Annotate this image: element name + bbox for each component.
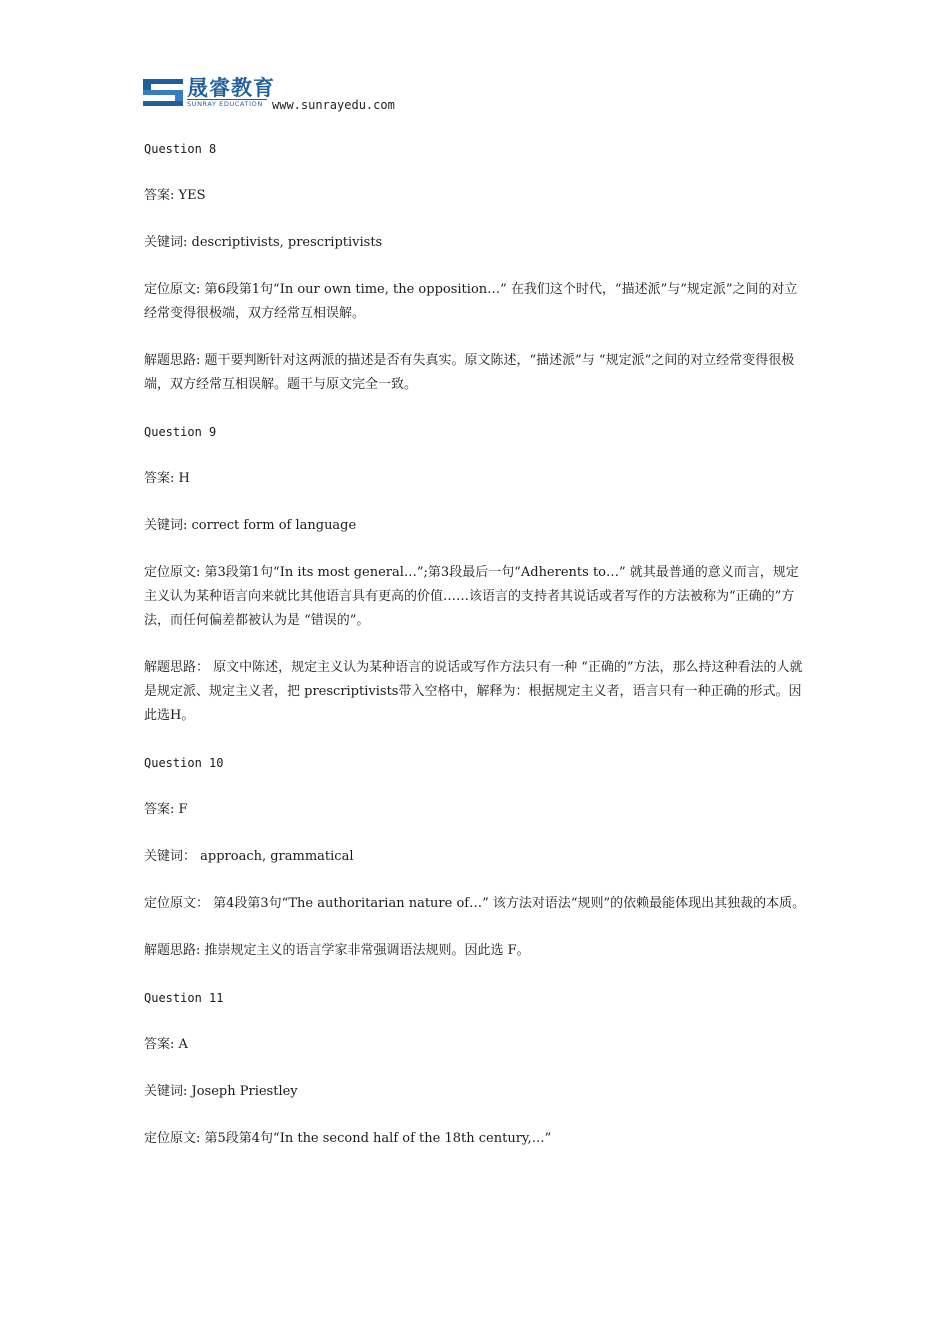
solution-explanation: 解题思路: 推崇规定主义的语言学家非常强调语法规则。因此选 F。 bbox=[144, 943, 530, 958]
keywords-line: 关键词: correct form of language bbox=[144, 518, 357, 533]
answer-line: 答案: F bbox=[144, 802, 188, 817]
site-url[interactable]: www.sunrayedu.com bbox=[272, 98, 395, 112]
logo-text-en: SUNRAY EDUCATION bbox=[187, 99, 267, 108]
document-body bbox=[144, 137, 808, 1174]
solution-explanation: 解题思路： 原文中陈述，规定主义认为某种语言的说话或写作方法只有一种 “正确的”方法，那么持这种看法的人就是规定派、规定主义者，把 prescriptivists带入空格中，解释为：根据规定主义者，语言只有一种正确的形式。因此选H。 bbox=[144, 660, 803, 723]
source-location: 定位原文: 第6段第1句“In our own time, the opposition…” 在我们这个时代，“描述派”与“规定派”之间的对立经常变得很极端，双方经常互相误解。 bbox=[144, 282, 798, 321]
source-location: 定位原文: 第5段第4句“In the second half of the 18th century,…” bbox=[144, 1131, 552, 1146]
question-heading: Question 8 bbox=[144, 142, 217, 156]
answer-line: 答案: H bbox=[144, 471, 190, 486]
answer-line: 答案: A bbox=[144, 1037, 188, 1052]
solution-explanation: 解题思路: 题干要判断针对这两派的描述是否有失真实。原文陈述，“描述派”与 “规定派”之间的对立经常变得很极端，双方经常互相误解。题干与原文完全一致。 bbox=[144, 353, 795, 392]
sunray-logo-icon bbox=[143, 79, 183, 106]
keywords-line: 关键词: descriptivists, prescriptivists bbox=[144, 235, 383, 250]
question-heading: Question 9 bbox=[144, 425, 217, 439]
question-heading: Question 10 bbox=[144, 756, 224, 770]
source-location: 定位原文： 第4段第3句“The authoritarian nature of…” 该方法对语法“规则”的依赖最能体现出其独裁的本质。 bbox=[144, 896, 806, 911]
source-location: 定位原文: 第3段第1句“In its most general…”;第3段最后一句“Adherents to…” 就其最普通的意义而言，规定主义认为某种语言向来就比其他语言具有更高的价值……该语言的支持者其说话或者写作的方法被称为“正确的”方法，而任何偏差都被认为是 “错误的”。 bbox=[144, 565, 799, 628]
page-header bbox=[143, 77, 443, 117]
question-heading: Question 11 bbox=[144, 991, 224, 1005]
logo-text-cn: 晟睿教育 bbox=[187, 76, 275, 100]
keywords-line: 关键词: Joseph Priestley bbox=[144, 1084, 298, 1099]
keywords-line: 关键词： approach, grammatical bbox=[144, 849, 354, 864]
answer-line: 答案: YES bbox=[144, 188, 206, 203]
